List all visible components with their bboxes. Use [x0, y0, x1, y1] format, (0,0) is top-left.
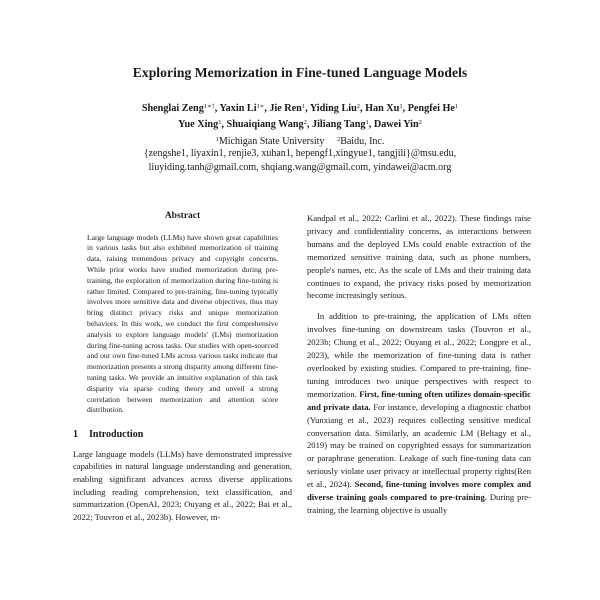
- author-name: Jie Ren: [269, 103, 302, 114]
- bold-claim-first: First, fine-tuning often utilizes domain-specific and private data.: [307, 388, 531, 412]
- author-name: Jiliang Tang: [312, 119, 366, 130]
- author-affil-mark: 2: [303, 119, 307, 126]
- author-affil-mark: 1: [454, 103, 459, 110]
- author-affil-mark: 1∗†: [203, 103, 215, 110]
- author-name: Yaxin Li: [219, 103, 257, 114]
- author-name: Shuaiqiang Wang: [226, 119, 304, 130]
- affiliation-name: Michigan State University: [218, 136, 325, 147]
- author-name: Han Xu: [365, 103, 400, 114]
- section-number: 1: [73, 429, 78, 441]
- abstract-heading: Abstract: [164, 211, 201, 221]
- author-emails: [60, 147, 540, 174]
- section-title: Introduction: [89, 429, 144, 441]
- paper-title: Exploring Memorization in Fine-tuned Language Models: [132, 65, 468, 80]
- authors-line-1: Shenglai Zeng$^{1∗\dagger}$, Yaxin $Li^{1∗}$, Jie Ren$^1$, Yiding Liu$^2$, Han Xu$^1$, Pengfei He$^1$: [141, 103, 459, 114]
- author-affil-mark: 1: [301, 103, 306, 110]
- author-name: Shenglai Zeng: [141, 103, 204, 114]
- author-name: Pengfei He: [407, 103, 455, 114]
- affiliation-name: Baidu, Inc.: [340, 136, 385, 147]
- intro-paragraph: Large language models (LLMs) have demonstrated impressive capabilities in natural language understanding and generation, enabling significant advances across diverse applications including reading comprehension, text classification, and summarization (OpenAI, 2023; Ouyang et al., 2022; Bai et al., 2022; Touvron et al., 2023b). However, m-: [73, 448, 292, 522]
- author-affil-mark: 1: [365, 119, 369, 126]
- author-affil-mark: 1: [399, 103, 403, 110]
- intro-paragraph-finetuning: [307, 310, 531, 517]
- paragraph-text: In addition to pre-training, the application of LMs often involves fine-tuning on downstream tasks (Touvron et al., 2023b; Chung et al., 2022; Ouyang et al., 2022; Longpre et al., 2023), while the memorization of fine-tuning data is rather overlooked by existing studies. Compared to pre-training, fine-tuning introduces two unique perspectives with respect to memorization.: [307, 311, 531, 399]
- author-affil-mark: 2: [356, 103, 360, 110]
- authors-line-2: Yue Xing$^1$, Shuaiqiang Wang$^2$, Jiliang Tang$^1$, Dawei Yin$^2$: [178, 119, 422, 130]
- emails-line-1: {zengshe1, liyaxin1, renjie3, xuhan1, hepengf1,xingyue1, tangjili}@msu.edu,: [143, 148, 457, 159]
- author-name: Yiding Liu: [309, 103, 357, 114]
- emails-line-2: liuyiding.tanh@gmail.com, shqiang.wang@gmail.com, yindawei@acm.org: [148, 161, 452, 173]
- bold-claim-second: Second, fine-tuning involves more complex and diverse training goals compared to pre-training.: [307, 479, 531, 503]
- author-list: [60, 100, 540, 132]
- paragraph-text: For instance, developing a diagnostic chatbot (Yunxiang et al., 2023) requires collecting sensitive medical conversation data. Similarly, an academic LM (Beltagy et al., 2019) may be trained on copyrighted essays for summarization or paraphrase generation. Leakage of such fine-tuning data can seriously violate user privacy or intellectual property rights(Ren et al., 2024).: [307, 401, 531, 490]
- author-affil-mark: 2: [418, 119, 422, 126]
- left-column: [73, 210, 292, 523]
- paragraph-text: During pre-training, the learning objective is usually: [307, 492, 531, 515]
- affiliation-mark: 1: [215, 136, 219, 143]
- right-column: [307, 212, 531, 517]
- affiliations: [0, 133, 600, 148]
- section-heading-introduction: [73, 429, 292, 442]
- abstract-body: Large language models (LLMs) have shown great capabilities in various tasks but also exhibited memorization of training data, raising tremendous privacy and copyright concerns. While prior works have studied memorization during pre-training, the exploration of memorization during fine-tuning is rather limited. Compared to pre-training, fine-tuning typically involves more sensitive data and diverse objectives, thus may bring distinct privacy risks and unique memorization behaviors. In this work, we conduct the first comprehensive analysis to explore language models' (LMs) memorization during fine-tuning across tasks. Our studies with open-sourced and our own fine-tuned LMs across various tasks indicate that memorization presents a strong disparity among different fine-tuning tasks. We provide an intuitive explanation of this task disparity via sparse coding theory and unveil a strong correlation between memorization and attention score distribution.: [87, 232, 278, 415]
- author-affil-mark: 1: [218, 119, 222, 126]
- affiliation-mark: 2: [336, 136, 341, 143]
- author-name: Yue Xing: [178, 119, 219, 130]
- author-name: Dawei Yin: [373, 119, 419, 130]
- author-affil-mark: 1∗: [256, 103, 265, 110]
- intro-paragraph-continued: Kandpal et al., 2022; Carlini et al., 2022). These findings raise privacy and confidentiality concerns, as interactions between humans and the deployed LMs could enable extraction of the memorized sensitive training data, such as phone numbers, people's names, etc. As the scale of LMs and their training data continues to expand, the privacy risks posed by memorization become increasingly serious.: [307, 213, 531, 301]
